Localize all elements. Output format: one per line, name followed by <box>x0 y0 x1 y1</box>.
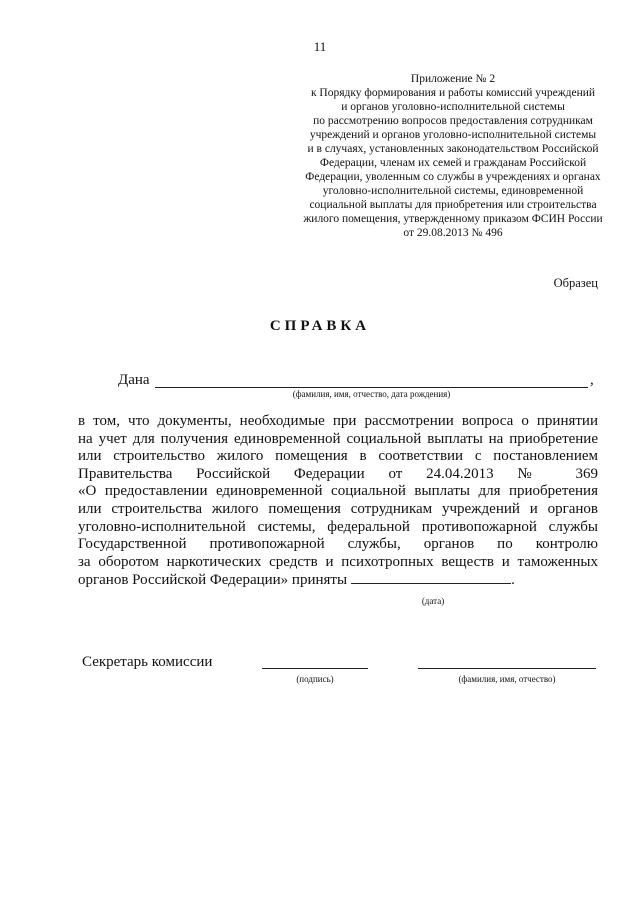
secretary-name-blank-line <box>418 668 596 669</box>
appendix-line: жилого помещения, утвержденному приказом ФСИН России <box>303 213 603 225</box>
body-line: за оборотом наркотических средств и психотропных веществ и таможенных <box>78 553 598 570</box>
body-line: Правительства Российской Федерации от 24.04.2013 № 369 <box>78 465 598 482</box>
body-line: «О предоставлении единовременной социальной выплаты для приобретения <box>78 483 598 500</box>
appendix-line: учреждений и органов уголовно-исполнительной системы <box>309 129 597 141</box>
given-to-comma: , <box>590 372 594 388</box>
body-line: на учет для получения единовременной социальной выплаты на приобретение <box>78 430 598 447</box>
date-hint: (дата) <box>421 596 445 606</box>
document-title: СПРАВКА <box>269 318 371 334</box>
sample-label: Образец <box>553 276 598 290</box>
body-last-line <box>78 571 598 590</box>
given-to-label: Дана <box>118 372 150 388</box>
signature-hint: (подпись) <box>296 674 334 684</box>
appendix-line: от 29.08.2013 № 496 <box>403 227 503 239</box>
signature-blank-line <box>262 668 368 669</box>
body-line: или строительство жилого помещения в соответствии с постановлением <box>78 448 598 465</box>
given-to-blank-line <box>155 387 588 388</box>
secretary-name-hint: (фамилия, имя, отчество) <box>458 674 556 684</box>
body-line: уголовно-исполнительной системы, федеральной противопожарной службы <box>78 518 598 535</box>
appendix-line: Федерации, членам их семей и гражданам Российской <box>319 157 587 169</box>
body-last-line-text: органов Российской Федерации» приняты <box>78 572 348 589</box>
given-to-hint: (фамилия, имя, отчество, дата рождения) <box>292 389 451 399</box>
body-line: в том, что документы, необходимые при рассмотрении вопроса о принятии <box>78 413 598 429</box>
body-line: Государственной противопожарной службы, органов по контролю <box>78 536 598 553</box>
appendix-line: по рассмотрению вопросов предоставления сотрудникам <box>313 115 593 127</box>
given-to-row <box>118 372 598 390</box>
appendix-header <box>258 72 640 240</box>
secretary-label: Секретарь комиссии <box>82 654 213 670</box>
appendix-line: социальной выплаты для приобретения или строительства <box>309 199 597 211</box>
page-number: 11 <box>313 39 327 54</box>
body-line: или строительства жилого помещения сотрудникам учреждений и органов <box>78 500 598 517</box>
body-last-line-end: . <box>511 572 515 589</box>
date-blank-line <box>351 571 511 584</box>
appendix-line: уголовно-исполнительной системы, единовременной <box>322 185 584 197</box>
certificate-body <box>78 413 598 590</box>
appendix-line: и органов уголовно-исполнительной системы <box>341 101 565 113</box>
appendix-line: и в случаях, установленных законодательством Российской <box>307 143 599 155</box>
appendix-line: Федерации, уволенным со службы в учреждениях и органах <box>305 171 601 183</box>
appendix-line: к Порядку формирования и работы комиссий учреждений <box>310 87 596 99</box>
appendix-line: Приложение № 2 <box>410 73 496 85</box>
